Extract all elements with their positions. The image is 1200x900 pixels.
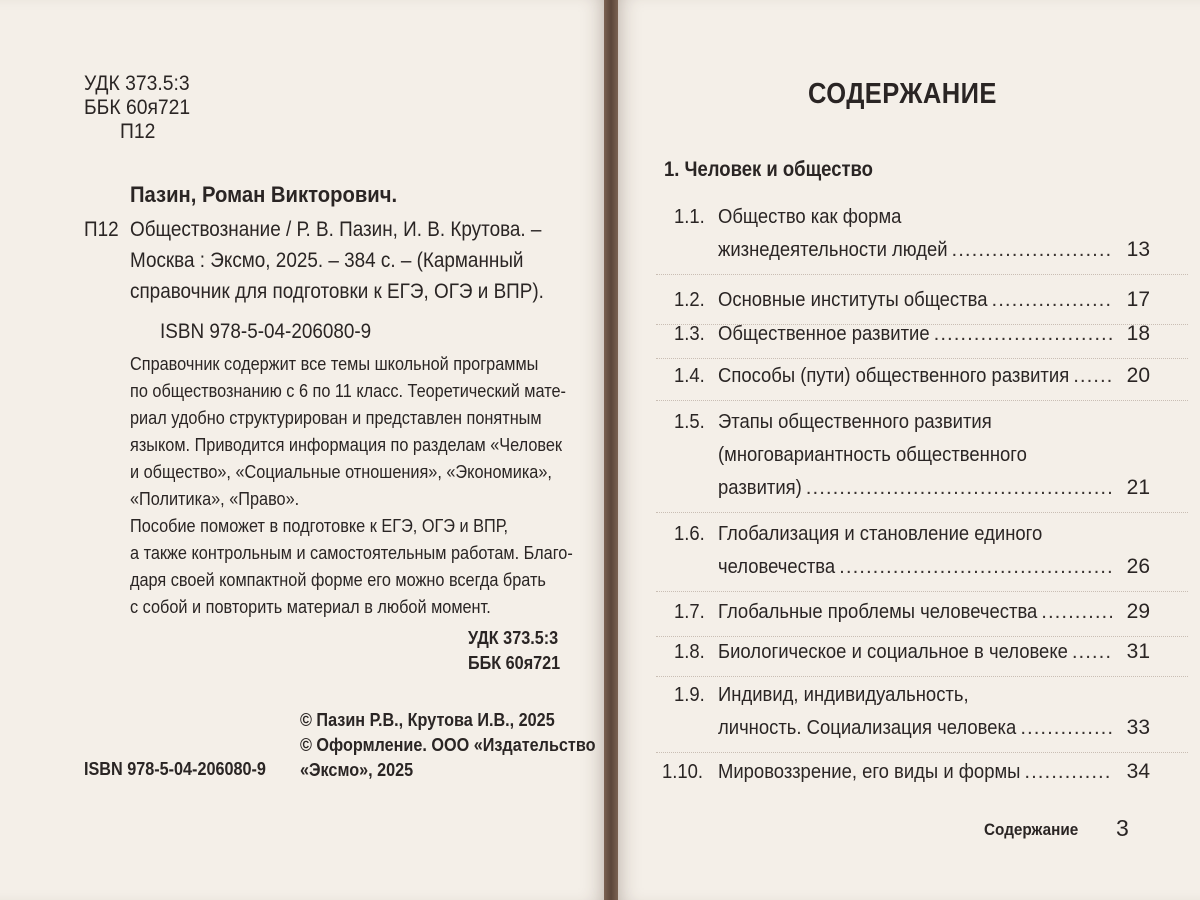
toc-entry-title: жизнедеятельности людей <box>718 238 948 261</box>
udk-bold: УДК 373.5:3 <box>468 628 559 648</box>
section-heading: 1. Человек и общество <box>664 158 873 181</box>
copyright-lines-line: «Эксмо», 2025 <box>300 760 414 780</box>
abstract-lines-line: с собой и повторить материал в любой момент. <box>130 596 491 617</box>
classification-bold <box>468 626 570 676</box>
toc-entry-number: 1.1. <box>674 205 705 228</box>
biblio-code: П12 <box>84 218 119 241</box>
toc-entry-number: 1.6. <box>674 522 705 545</box>
imprint-code: П12 <box>120 120 156 143</box>
page-number: 3 <box>1116 815 1129 841</box>
toc-entry-title: личность. Социализация человека <box>718 716 1017 739</box>
toc-entry-title: развития) <box>718 476 802 499</box>
toc-entry-page: 13 <box>1126 238 1150 261</box>
toc-entry-leader-line <box>718 600 1116 624</box>
toc-entry-title: Основные институты общества <box>718 288 988 311</box>
abstract-lines-line: Справочник содержит все темы школьной программы <box>130 353 539 374</box>
toc-entry-number: 1.7. <box>674 600 705 623</box>
copyright-lines-line: © Пазин Р.В., Крутова И.В., 2025 <box>300 710 555 730</box>
toc-entry-leader-line <box>718 322 1116 346</box>
abstract-lines-line: риал удобно структурирован и представлен понятным <box>130 407 542 428</box>
abstract-lines-line: и общество», «Социальные отношения», «Экономика», <box>130 461 552 482</box>
isbn-bottom: ISBN 978-5-04-206080-9 <box>84 759 266 779</box>
toc-separator <box>656 591 1188 592</box>
toc-entry-number: 1.8. <box>674 640 705 663</box>
toc-entry-leader-line <box>718 640 1116 664</box>
section-heading-wrap <box>664 158 901 182</box>
toc-separator <box>656 636 1188 637</box>
toc-entry-leader-line <box>718 364 1116 388</box>
right-page <box>618 0 1200 900</box>
toc-entry-number: 1.4. <box>674 364 705 387</box>
abstract-lines-line: Пособие поможет в подготовке к ЕГЭ, ОГЭ и ВПР, <box>130 515 509 536</box>
toc-entry-page: 31 <box>1126 640 1150 663</box>
dot-leader <box>806 476 1112 500</box>
imprint-bbk: ББК 60я721 <box>84 96 191 119</box>
toc-separator <box>656 274 1188 275</box>
toc-entry-title: Общественное развитие <box>718 322 930 345</box>
author-line <box>130 182 420 208</box>
abstract-lines-line: языком. Приводится информация по разделам «Человек <box>130 434 563 455</box>
dot-leader <box>1024 760 1112 784</box>
dot-leader <box>1020 716 1112 740</box>
toc-entry-page: 34 <box>1126 760 1150 783</box>
biblio-description <box>130 214 590 307</box>
toc-title: СОДЕРЖАНИЕ <box>808 78 997 110</box>
book-gutter <box>604 0 618 900</box>
dot-leader <box>952 238 1112 262</box>
toc-entry-number: 1.10. <box>662 760 704 783</box>
running-footer: Содержание <box>984 820 1079 839</box>
toc-entry-title: Биологическое и социальное в человеке <box>718 640 1068 663</box>
toc-entry-number: 1.5. <box>674 410 705 433</box>
toc-entry-page: 29 <box>1126 600 1150 623</box>
biblio-lines-line: Обществознание / Р. В. Пазин, И. В. Крутова. – <box>130 218 542 241</box>
abstract-lines-line: а также контрольным и самостоятельным работам. Благо- <box>130 542 573 563</box>
toc-entry-page: 20 <box>1126 364 1150 387</box>
imprint-block <box>84 72 199 144</box>
toc-entry-page: 21 <box>1126 476 1150 499</box>
biblio-lines-line: справочник для подготовки к ЕГЭ, ОГЭ и ВПР). <box>130 280 544 303</box>
author-name: Пазин, Роман Викторович. <box>130 182 398 207</box>
toc-entry-page: 26 <box>1126 555 1150 578</box>
toc-entry-title: Мировоззрение, его виды и формы <box>718 760 1021 783</box>
toc-entry-title: Глобальные проблемы человечества <box>718 600 1038 623</box>
isbn-main: ISBN 978-5-04-206080-9 <box>160 320 372 343</box>
copyright-lines-line: © Оформление. ООО «Издательство <box>300 735 596 755</box>
toc-separator <box>656 358 1188 359</box>
toc-entry-page: 33 <box>1126 716 1150 739</box>
toc-entry-leader-line <box>718 716 1116 740</box>
toc-entry-title: Индивид, индивидуальность, <box>718 683 969 706</box>
toc-entry-number: 1.9. <box>674 683 705 706</box>
copyright-block <box>300 708 628 783</box>
dot-leader <box>992 288 1112 312</box>
toc-entry-title: человечества <box>718 555 836 578</box>
abstract <box>130 350 633 620</box>
toc-separator <box>656 676 1188 677</box>
toc-entry-leader-line <box>718 288 1116 312</box>
dot-leader <box>1041 600 1112 624</box>
toc-entry-leader-line <box>718 760 1116 784</box>
toc-entry-title: Способы (пути) общественного развития <box>718 364 1070 387</box>
abstract-lines-line: по обществознанию с 6 по 11 класс. Теоретический мате- <box>130 380 566 401</box>
bbk-bold: ББК 60я721 <box>468 653 561 673</box>
toc-entry-title: Глобализация и становление единого <box>718 522 1043 545</box>
toc-entry-number: 1.2. <box>674 288 705 311</box>
toc-entry-page: 17 <box>1126 288 1150 311</box>
dot-leader <box>1073 364 1112 388</box>
toc-separator <box>656 752 1188 753</box>
toc-title-wrap <box>808 78 1023 111</box>
toc-entry-number: 1.3. <box>674 322 705 345</box>
footer-label-wrap <box>984 820 1089 840</box>
toc-entry-leader-line <box>718 555 1116 579</box>
dot-leader <box>1072 640 1112 664</box>
abstract-lines-line: «Политика», «Право». <box>130 488 300 509</box>
abstract-lines-line: даря своей компактной форме его можно всегда брать <box>130 569 546 590</box>
biblio-lines-line: Москва : Эксмо, 2025. – 384 с. – (Карманный <box>130 249 524 272</box>
toc-entry-title: (многовариантность общественного <box>718 443 1027 466</box>
imprint-udk: УДК 373.5:3 <box>84 72 190 95</box>
dot-leader <box>934 322 1112 346</box>
toc-separator <box>656 400 1188 401</box>
toc-entry-title: Общество как форма <box>718 205 902 228</box>
toc-entry-leader-line <box>718 238 1116 262</box>
dot-leader <box>839 555 1112 579</box>
toc-entry-title: Этапы общественного развития <box>718 410 992 433</box>
toc-entry-page: 18 <box>1126 322 1150 345</box>
toc-separator <box>656 512 1188 513</box>
toc-entry-leader-line <box>718 476 1116 500</box>
